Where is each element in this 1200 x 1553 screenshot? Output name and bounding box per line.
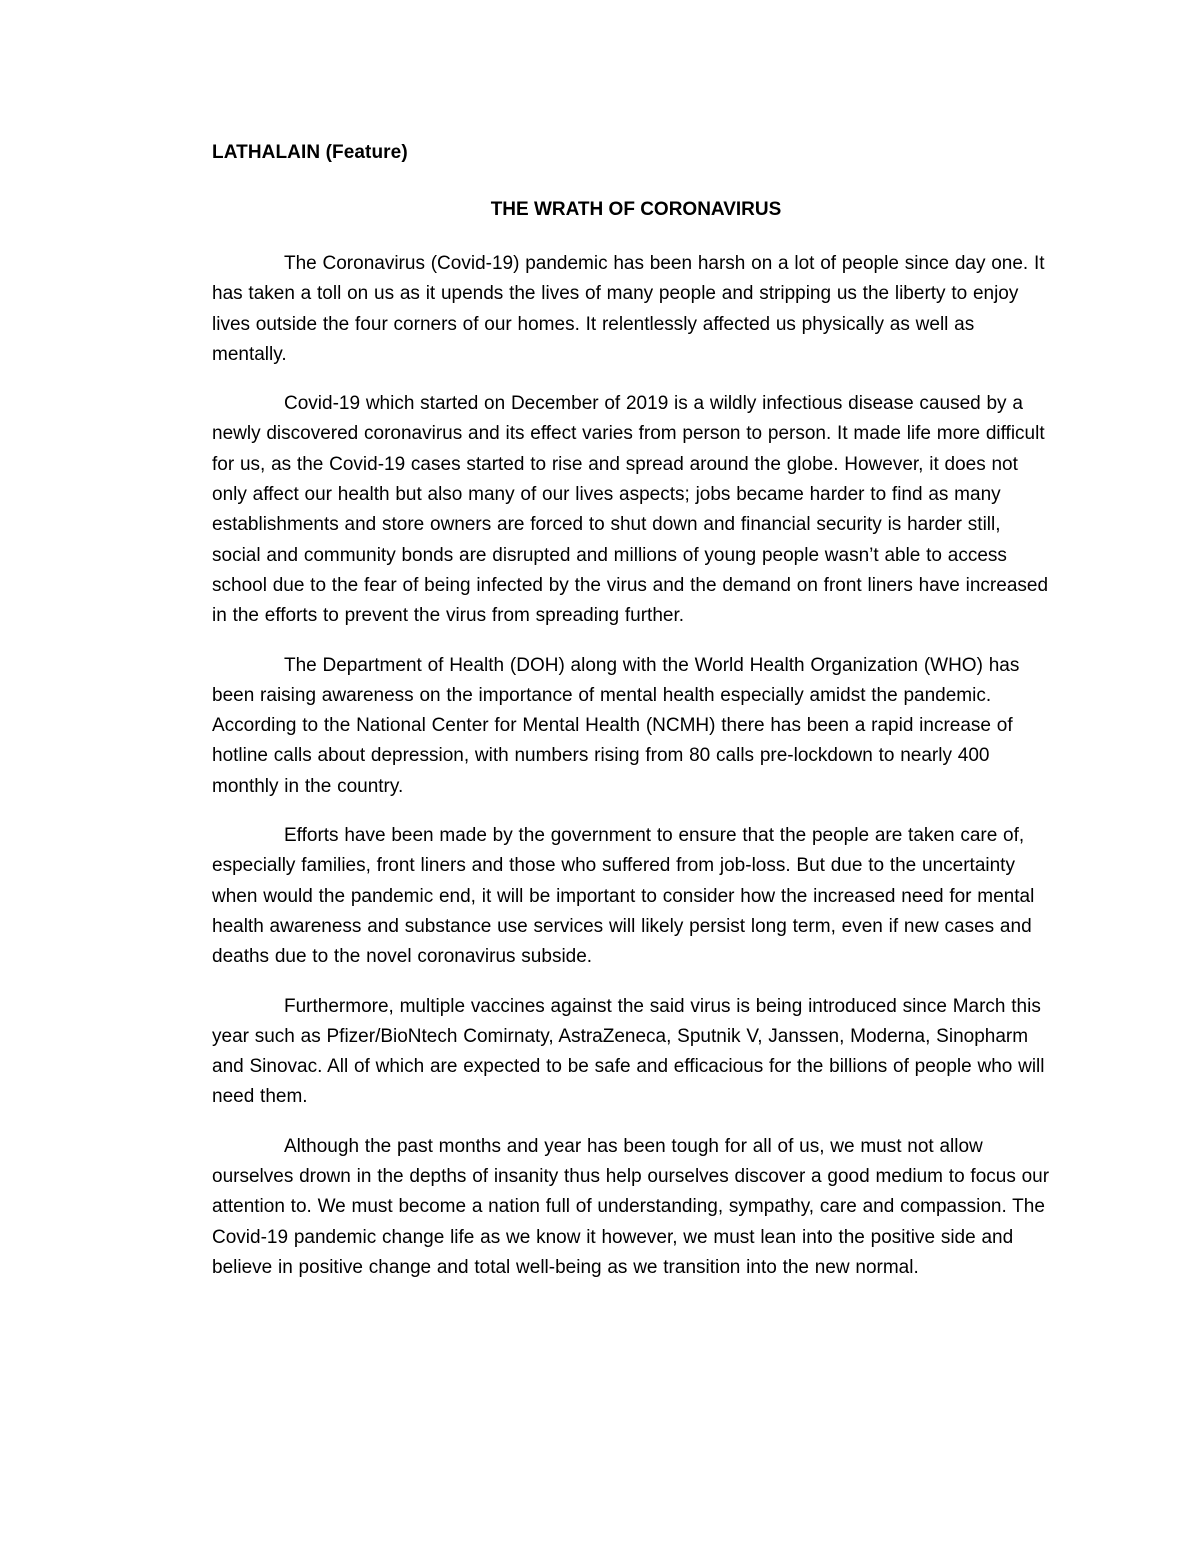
paragraph-mental-health: The Department of Health (DOH) along with the World Health Organization (WHO) has been raising awareness on the importance of mental health especially amidst the pandemic. According to the National Center for Mental Health (NCMH) there has been a rapid increase of hotline calls about depression, with numbers rising from 80 calls pre-lockdown to nearly 400 monthly in the country. <box>212 654 1020 797</box>
section-label: LATHALAIN (Feature) <box>212 142 408 163</box>
paragraph-government-efforts: Efforts have been made by the government to ensure that the people are taken care of, especially families, front liners and those who suffered from job-loss. But due to the uncertainty when would the pandemic end, it will be important to consider how the increased need for mental health awareness and substance use services will likely persist long term, even if new cases and deaths due to the novel coronavirus subside. <box>212 825 1035 968</box>
document-title: THE WRATH OF CORONAVIRUS <box>490 199 782 220</box>
paragraph-intro: The Coronavirus (Covid-19) pandemic has been harsh on a lot of people since day one. It has taken a toll on us as it upends the lives of many people and stripping us the liberty to enjoy lives outside the four corners of our homes. It relentlessly affected us physically as well as mentally. <box>212 253 1045 365</box>
document-body <box>212 138 1054 1283</box>
paragraph-vaccines: Furthermore, multiple vaccines against the said virus is being introduced since March this year such as Pfizer/BioNtech Comirnaty, AstraZeneca, Sputnik V, Janssen, Moderna, Sinopharm and Sinovac. All of which are expected to be safe and efficacious for the billions of people who will need them. <box>212 995 1045 1108</box>
paragraph-origin: Covid-19 which started on December of 2019 is a wildly infectious disease caused by a newly discovered coronavirus and its effect varies from person to person. It made life more difficult for us, as the Covid-19 cases started to rise and spread around the globe. However, it does not only affect our health but also many of our lives aspects; jobs became harder to find as many establishments and store owners are forced to shut down and financial security is harder still, social and community bonds are disrupted and millions of young people wasn’t able to access school due to the fear of being infected by the virus and the demand on front liners have increased in the efforts to prevent the virus from spreading further. <box>212 393 1049 627</box>
paragraph-conclusion: Although the past months and year has been tough for all of us, we must not allow ourselves drown in the depths of insanity thus help ourselves discover a good medium to focus our attention to. We must become a nation full of understanding, sympathy, care and compassion. The Covid-19 pandemic change life as we know it however, we must lean into the positive side and believe in positive change and total well-being as we transition into the new normal. <box>212 1135 1050 1278</box>
